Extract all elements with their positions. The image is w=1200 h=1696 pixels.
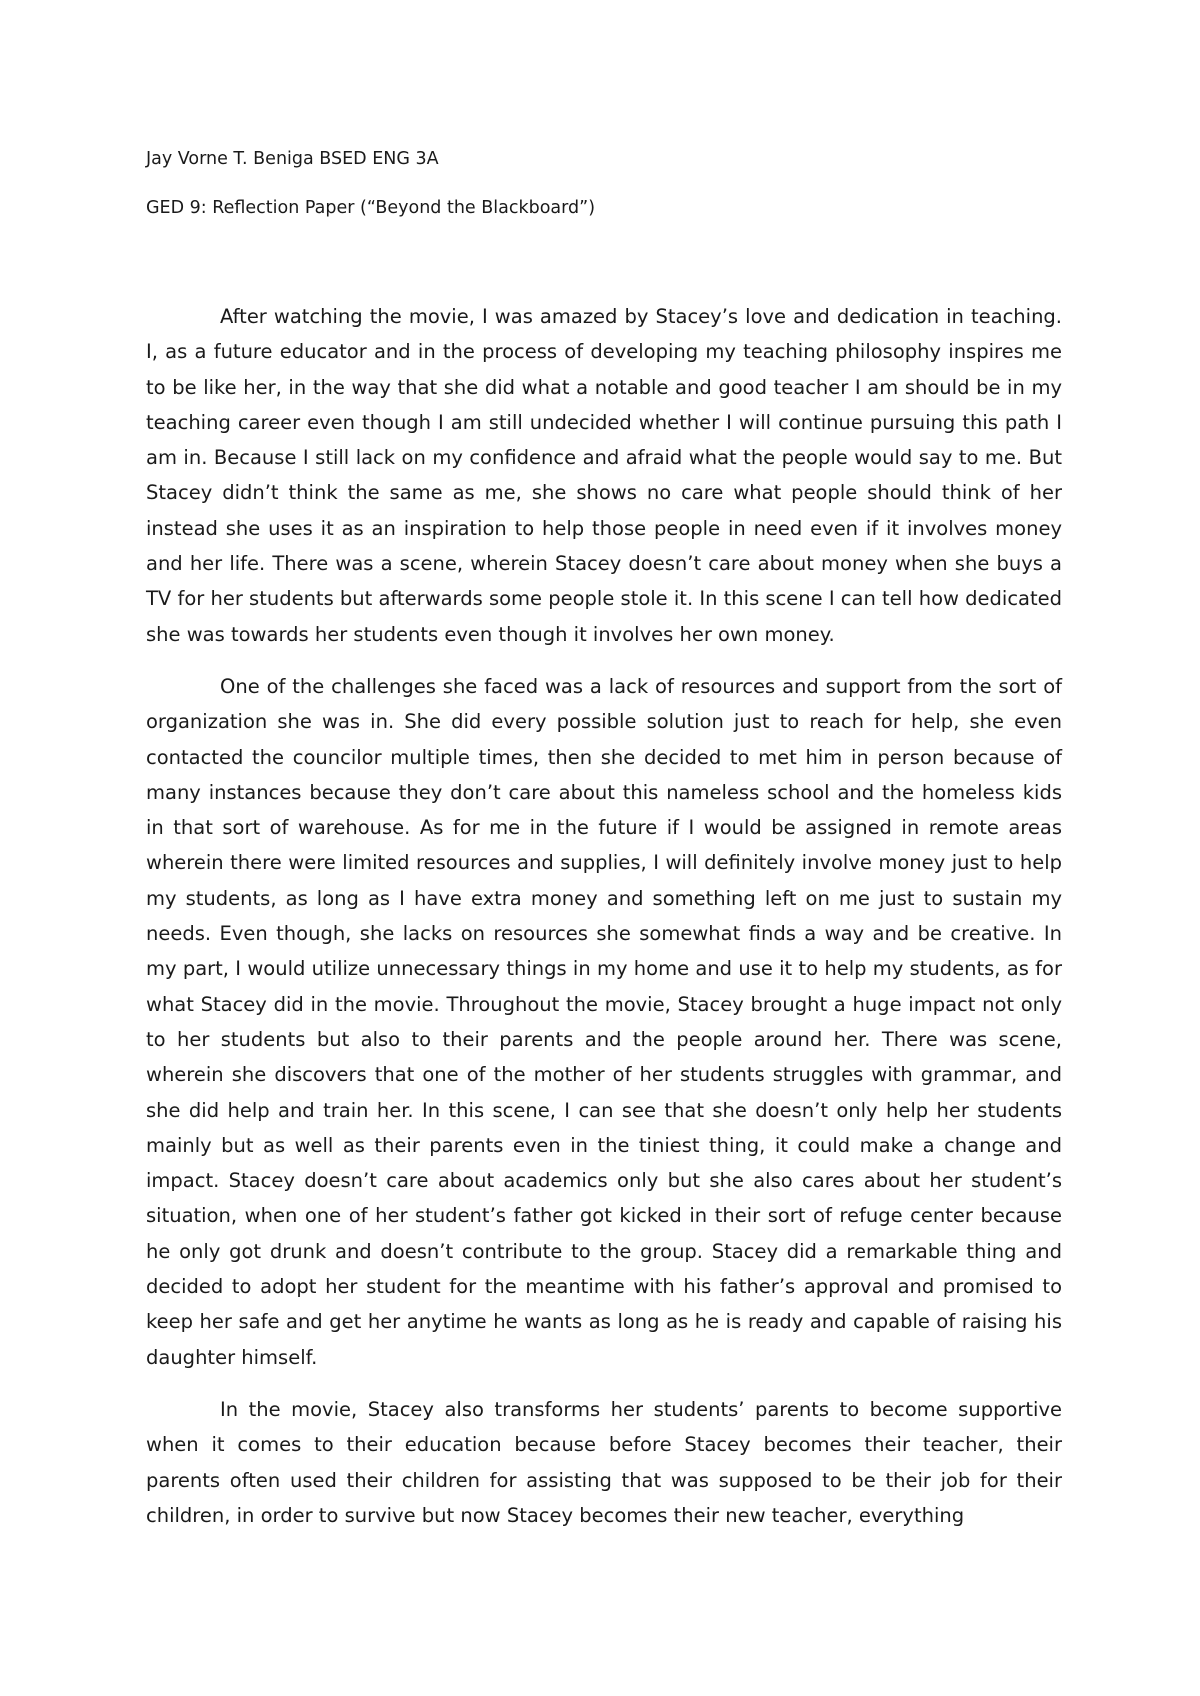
paragraph-1: After watching the movie, I was amazed by Stacey’s love and dedication in teaching. I, as a future educator and in the process of developing my teaching philosophy inspires me to be like her, in the way that she did what a notable and good teacher I am should be in my teaching career even though I am still undecided whether I will continue pursuing this path I am in. Because I still lack on my confidence and afraid what the people would say to me. But Stacey didn’t think the same as me, she shows no care what people should think of her instead she uses it as an inspiration to help those people in need even if it involves money and her life. There was a scene, wherein Stacey doesn’t care about money when she buys a TV for her students but afterwards some people stole it. In this scene I can tell how dedicated she was towards her students even though it involves her own money. <box>146 305 1063 646</box>
essay-body <box>146 299 1062 1533</box>
paragraph-3: In the movie, Stacey also transforms her students’ parents to become supportive when it comes to their education because before Stacey becomes their teacher, their parents often used their children for assisting that was supposed to be their job for their children, in order to survive but now Stacey becomes their new teacher, everything <box>146 1397 1062 1527</box>
paragraph-2: One of the challenges she faced was a lack of resources and support from the sort of organization she was in. She did every possible solution just to reach for help, she even contacted the councilor multiple times, then she decided to met him in person because of many instances because they don’t care about this nameless school and the homeless kids in that sort of warehouse. As for me in the future if I would be assigned in remote areas wherein there were limited resources and supplies, I will definitely involve money just to help my students, as long as I have extra money and something left on me just to sustain my needs. Even though, she lacks on resources she somewhat finds a way and be creative. In my part, I would utilize unnecessary things in my home and use it to help my students, as for what Stacey did in the movie. Throughout the movie, Stacey brought a huge impact not only to her students but also to their parents and the people around her. There was scene, wherein she discovers that one of the mother of her students struggles with grammar, and she did help and train her. In this scene, I can see that she doesn’t only help her students mainly but as well as their parents even in the tiniest thing, it could make a change and impact. Stacey doesn’t care about academics only but she also cares about her student’s situation, when one of her student’s father got kicked in their sort of refuge center because he only got drunk and doesn’t contribute to the group. Stacey did a remarkable thing and decided to adopt her student for the meantime with his father’s approval and promised to keep her safe and get her anytime he wants as long as he is ready and capable of raising his daughter himself. <box>146 674 1062 1369</box>
course-title-line: GED 9: Reflection Paper (“Beyond the Blackboard”) <box>146 198 596 218</box>
author-line: Jay Vorne T. Beniga BSED ENG 3A <box>146 149 439 169</box>
